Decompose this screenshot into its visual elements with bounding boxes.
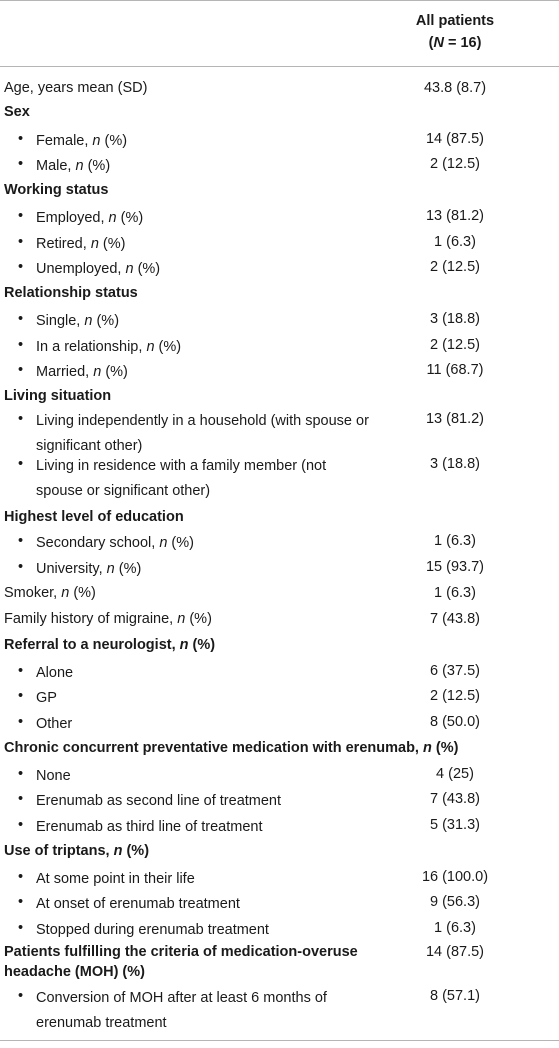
bullet-icon: • [18, 362, 24, 378]
row-value: 1 (6.3) [434, 533, 476, 549]
row-value: 3 (18.8) [430, 456, 480, 472]
row-value: 11 (68.7) [426, 362, 484, 378]
row-label-text: Living independently in a household (with spouse or significant other) [36, 413, 369, 454]
row-value: 8 (50.0) [430, 714, 480, 730]
bullet-icon: • [18, 766, 24, 782]
column-header-line1: All patients [415, 13, 495, 29]
row-value: 7 (43.8) [430, 611, 480, 627]
row-label-text: Conversion of MOH after at least 6 months of erenumab treatment [36, 990, 327, 1031]
section-heading: Relationship status [4, 285, 138, 301]
row-value: 5 (31.3) [430, 817, 480, 833]
row-value: 3 (18.8) [430, 311, 480, 327]
section-heading: Referral to a neurologist, n (%) [4, 637, 216, 653]
section-heading: Sex [4, 104, 30, 120]
bullet-icon: • [18, 988, 24, 1004]
row-label-text: Stopped during erenumab treatment [36, 922, 269, 938]
row-label: Age, years mean (SD) [4, 80, 148, 96]
bullet-icon: • [18, 337, 24, 353]
bullet-icon: • [18, 663, 24, 679]
row-label-text: None [36, 768, 71, 784]
row-label-text: University, n (%) [36, 561, 142, 577]
row-label-text: Erenumab as third line of treatment [36, 819, 263, 835]
row-label-text: Unemployed, n (%) [36, 261, 161, 277]
bullet-icon: • [18, 533, 24, 549]
row-value: 1 (6.3) [434, 920, 476, 936]
bullet-icon: • [18, 817, 24, 833]
bullet-icon: • [18, 869, 24, 885]
row-label-text: Secondary school, n (%) [36, 535, 194, 551]
row-value: 43.8 (8.7) [423, 80, 487, 96]
row-label: Smoker, n (%) [4, 585, 96, 601]
row-label-text: Employed, n (%) [36, 210, 144, 226]
column-header-line2: (N = 16) [428, 35, 482, 51]
row-label-text: At onset of erenumab treatment [36, 896, 240, 912]
bullet-icon: • [18, 714, 24, 730]
bullet-icon: • [18, 559, 24, 575]
section-heading: Use of triptans, n (%) [4, 843, 150, 859]
bullet-icon: • [18, 131, 24, 147]
row-value: 7 (43.8) [430, 791, 480, 807]
row-value: 16 (100.0) [421, 869, 489, 885]
row-value: 2 (12.5) [430, 688, 480, 704]
row-value: 15 (93.7) [425, 559, 485, 575]
bullet-icon: • [18, 688, 24, 704]
bullet-icon: • [18, 156, 24, 172]
row-value: 4 (25) [436, 766, 474, 782]
bullet-icon: • [18, 234, 24, 250]
column-header-all-patients [385, 10, 525, 54]
section-heading: Chronic concurrent preventative medication with erenumab, n (%) [4, 740, 459, 756]
bullet-icon: • [18, 894, 24, 910]
row-label-text: Female, n (%) [36, 133, 128, 149]
row-value: 1 (6.3) [434, 585, 476, 601]
bullet-icon: • [18, 791, 24, 807]
row-value: 2 (12.5) [430, 156, 480, 172]
row-value: 13 (81.2) [425, 411, 485, 427]
row-value: 14 (87.5) [425, 944, 485, 960]
row-value: 2 (12.5) [430, 337, 480, 353]
top-rule [0, 0, 559, 1]
row-value: 6 (37.5) [430, 663, 480, 679]
row-label-text: Male, n (%) [36, 158, 111, 174]
section-heading: Highest level of education [4, 509, 184, 525]
bullet-icon: • [18, 456, 24, 472]
row-label-text: Retired, n (%) [36, 236, 126, 252]
row-value: 13 (81.2) [425, 208, 485, 224]
bullet-icon: • [18, 411, 24, 427]
row-label-text: Erenumab as second line of treatment [36, 793, 282, 809]
header-rule [0, 66, 559, 67]
row-label-text: Living in residence with a family member (not spouse or significant other) [36, 458, 327, 499]
row-label-text: Other [36, 716, 73, 732]
bullet-icon: • [18, 311, 24, 327]
section-heading: Working status [4, 182, 109, 198]
row-value: 1 (6.3) [434, 234, 476, 250]
row-label-text: GP [36, 690, 57, 706]
row-value: 9 (56.3) [430, 894, 480, 910]
row-label: Family history of migraine, n (%) [4, 611, 212, 627]
row-value: 14 (87.5) [425, 131, 485, 147]
bottom-rule [0, 1040, 559, 1041]
row-label-text: Single, n (%) [36, 313, 120, 329]
row-value: 2 (12.5) [430, 259, 480, 275]
bullet-icon: • [18, 259, 24, 275]
bullet-icon: • [18, 920, 24, 936]
section-heading: Living situation [4, 388, 112, 404]
bullet-icon: • [18, 208, 24, 224]
row-label-text: At some point in their life [36, 871, 195, 887]
row-label-text: Married, n (%) [36, 364, 128, 380]
row-label-text: Alone [36, 665, 74, 681]
row-label-text: In a relationship, n (%) [36, 339, 182, 355]
section-heading: Patients fulfilling the criteria of medication-overuse headache (MOH) (%) [4, 944, 358, 980]
row-value: 8 (57.1) [430, 988, 480, 1004]
